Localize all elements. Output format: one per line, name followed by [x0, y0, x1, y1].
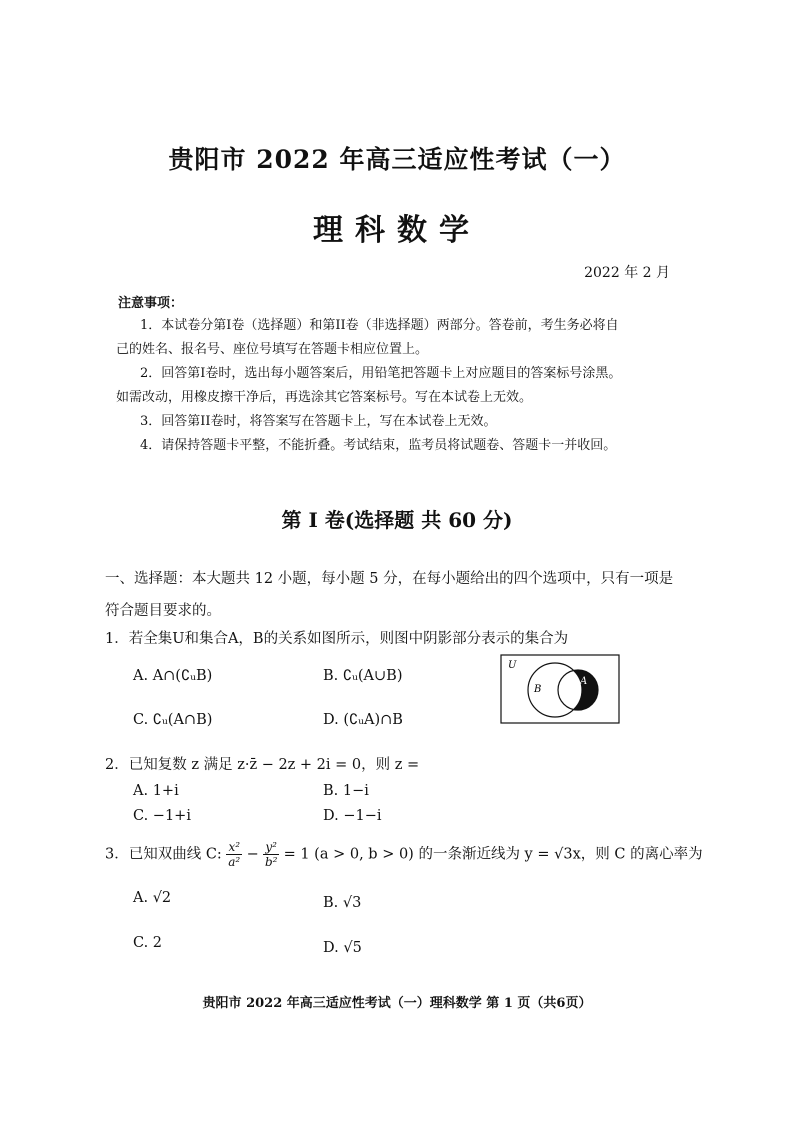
- part-one-line-2: 符合题目要求的。: [105, 603, 221, 619]
- q2-option-b: B. 1−i: [323, 783, 369, 799]
- q1-option-c: C. ∁ᵤ(A∩B): [133, 712, 213, 728]
- q3-stem-prefix: 3．已知双曲线 C:: [105, 846, 222, 863]
- page-footer: 贵阳市 2022 年高三适应性考试（一）理科数学 第 1 页（共6页）: [202, 996, 592, 1011]
- q2-stem: 2．已知复数 z 满足 z·z̄ − 2z + 2i = 0，则 z =: [105, 757, 420, 773]
- q3-option-d: D. √5: [323, 940, 362, 956]
- venn-diagram: [500, 654, 620, 724]
- q1-option-b: B. ∁ᵤ(A∪B): [323, 668, 403, 684]
- venn-label-b: B: [534, 684, 542, 695]
- notice-item-2: [116, 362, 676, 410]
- q3-fraction-y: [263, 840, 279, 869]
- part-one-instructions: [105, 563, 695, 627]
- q3-minus-sign: −: [246, 846, 259, 863]
- q2-option-d: D. −1−i: [323, 808, 382, 824]
- q3-fraction-y-denominator: b²: [264, 855, 278, 869]
- notice-item-1-line-2: 己的姓名、报名号、座位号填写在答题卡相应位置上。: [116, 342, 429, 357]
- notice-item-1: [116, 314, 676, 362]
- section-title: 第 I 卷(选择题 共 60 分): [281, 508, 513, 532]
- q1-option-a: A. A∩(∁ᵤB): [133, 668, 213, 684]
- exam-date: 2022 年 2 月: [584, 265, 670, 281]
- subject-title: 理科数学: [313, 213, 481, 248]
- q3-fraction-x-denominator: a²: [228, 855, 241, 869]
- notice-heading: 注意事项：: [118, 296, 184, 311]
- q3-fraction-x: [226, 840, 242, 869]
- q3-option-c: C. 2: [133, 935, 163, 951]
- part-one-line-1: 一、选择题：本大题共 12 小题，每小题 5 分，在每小题给出的四个选项中，只有一项是: [105, 571, 674, 587]
- notice-item-1-line-1: 1．本试卷分第I卷（选择题）和第II卷（非选择题）两部分。答卷前，考生务必将自: [140, 318, 619, 333]
- notice-item-4: 4．请保持答题卡平整，不能折叠。考试结束，监考员将试题卷、答题卡一并收回。: [140, 438, 617, 453]
- q3-option-b: B. √3: [323, 895, 362, 911]
- q1-option-d: D. (∁ᵤA)∩B: [323, 712, 403, 728]
- venn-label-a: A: [580, 676, 588, 687]
- q3-option-a: A. √2: [133, 890, 172, 906]
- q3-stem: [105, 840, 705, 869]
- q1-stem: 1．若全集U和集合A，B的关系如图所示，则图中阴影部分表示的集合为: [105, 631, 569, 647]
- q3-stem-suffix: = 1 (a > 0, b > 0) 的一条渐近线为 y = √3x，则 C 的离心率为: [283, 846, 703, 863]
- q2-option-c: C. −1+i: [133, 808, 191, 824]
- q3-fraction-x-numerator: x²: [228, 840, 241, 854]
- q3-fraction-y-numerator: y²: [265, 840, 277, 854]
- venn-label-u: U: [508, 660, 517, 671]
- q2-option-a: A. 1+i: [133, 783, 179, 799]
- notice-item-2-line-2: 如需改动，用橡皮擦干净后，再选涂其它答案标号。写在本试卷上无效。: [116, 390, 533, 405]
- exam-title: 贵阳市 2022 年高三适应性考试（一）: [168, 145, 626, 174]
- notice-item-3: 3．回答第II卷时，将答案写在答题卡上，写在本试卷上无效。: [140, 414, 497, 429]
- notice-item-2-line-1: 2．回答第I卷时，选出每小题答案后，用铅笔把答题卡上对应题目的答案标号涂黑。: [140, 366, 622, 381]
